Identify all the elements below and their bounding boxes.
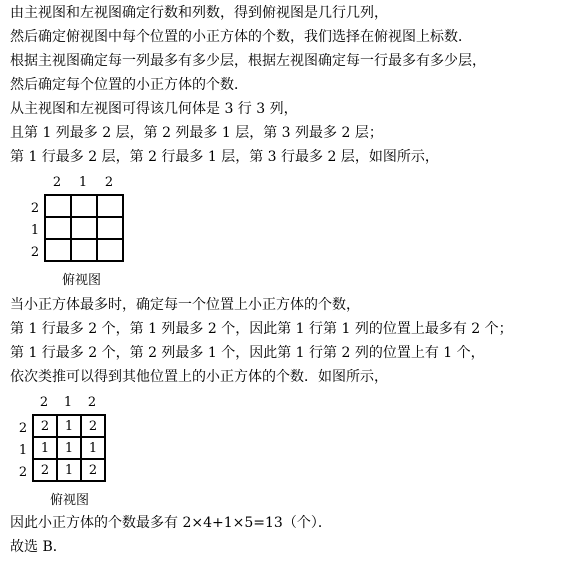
text-line-12: 因此小正方体的个数最多有 2×4+1×5=13（个）． xyxy=(10,515,332,531)
grid-cell: 1 xyxy=(34,438,58,460)
text-line-11: 依次类推可以得到其他位置上的小正方体的个数．如图所示， xyxy=(10,369,388,385)
column-label: 2 xyxy=(104,175,114,190)
text-line-3: 根据主视图确定每一列最多有多少层，根据左视图确定每一行最多有多少层， xyxy=(10,53,486,69)
row-labels xyxy=(16,418,30,484)
text-line-7: 第 1 行最多 2 层，第 2 行最多 1 层，第 3 行最多 2 层，如图所示， xyxy=(10,149,439,165)
row-label: 1 xyxy=(18,443,28,458)
grid-cell: 2 xyxy=(82,460,106,482)
text-line-6: 且第 1 列最多 2 层，第 2 列最多 1 层，第 3 列最多 2 层； xyxy=(10,125,383,141)
text-line-5: 从主视图和左视图可得该几何体是 3 行 3 列， xyxy=(10,101,298,117)
grid-cell xyxy=(46,218,72,240)
grid-cell: 2 xyxy=(34,416,58,438)
text-line-1: 由主视图和左视图确定行数和列数，得到俯视图是几行几列， xyxy=(10,5,388,21)
text-line-13: 故选 B． xyxy=(10,539,67,555)
text-line-9: 第 1 行最多 2 个，第 1 列最多 2 个，因此第 1 行第 1 列的位置上最多有 2 个； xyxy=(10,321,513,337)
text-line-4: 然后确定每个位置的小正方体的个数． xyxy=(10,77,248,93)
column-label: 2 xyxy=(52,175,62,190)
text-line-2: 然后确定俯视图中每个位置的小正方体的个数，我们选择在俯视图上标数． xyxy=(10,29,472,45)
column-labels xyxy=(32,396,104,410)
grid-cell: 1 xyxy=(82,438,106,460)
grid-cell xyxy=(98,240,124,262)
row-labels xyxy=(28,198,42,264)
text-line-8: 当小正方体最多时，确定每一个位置上小正方体的个数， xyxy=(10,297,360,313)
grid-cell: 2 xyxy=(82,416,106,438)
grid-cell: 1 xyxy=(58,460,82,482)
grid-cell: 1 xyxy=(58,416,82,438)
figure-caption: 俯视图 xyxy=(50,493,90,508)
figure-caption: 俯视图 xyxy=(62,273,102,288)
grid-cell: 2 xyxy=(34,460,58,482)
row-label: 1 xyxy=(30,223,40,238)
grid xyxy=(32,414,106,482)
top-view-figure-empty xyxy=(28,176,128,291)
top-view-figure-filled xyxy=(16,396,116,511)
grid-cell xyxy=(46,196,72,218)
row-label: 2 xyxy=(18,421,28,436)
grid-cell xyxy=(46,240,72,262)
grid xyxy=(44,194,124,262)
row-label: 2 xyxy=(18,465,28,480)
text-line-10: 第 1 行最多 2 个，第 2 列最多 1 个，因此第 1 行第 2 列的位置上有 1 个， xyxy=(10,345,485,361)
row-label: 2 xyxy=(30,245,40,260)
column-label: 1 xyxy=(63,395,73,410)
grid-cell xyxy=(72,196,98,218)
column-label: 2 xyxy=(39,395,49,410)
grid-cell xyxy=(98,196,124,218)
row-label: 2 xyxy=(30,201,40,216)
grid-cell xyxy=(72,240,98,262)
column-labels xyxy=(44,176,122,190)
column-label: 2 xyxy=(87,395,97,410)
grid-cell xyxy=(98,218,124,240)
grid-cell: 1 xyxy=(58,438,82,460)
column-label: 1 xyxy=(78,175,88,190)
grid-cell xyxy=(72,218,98,240)
